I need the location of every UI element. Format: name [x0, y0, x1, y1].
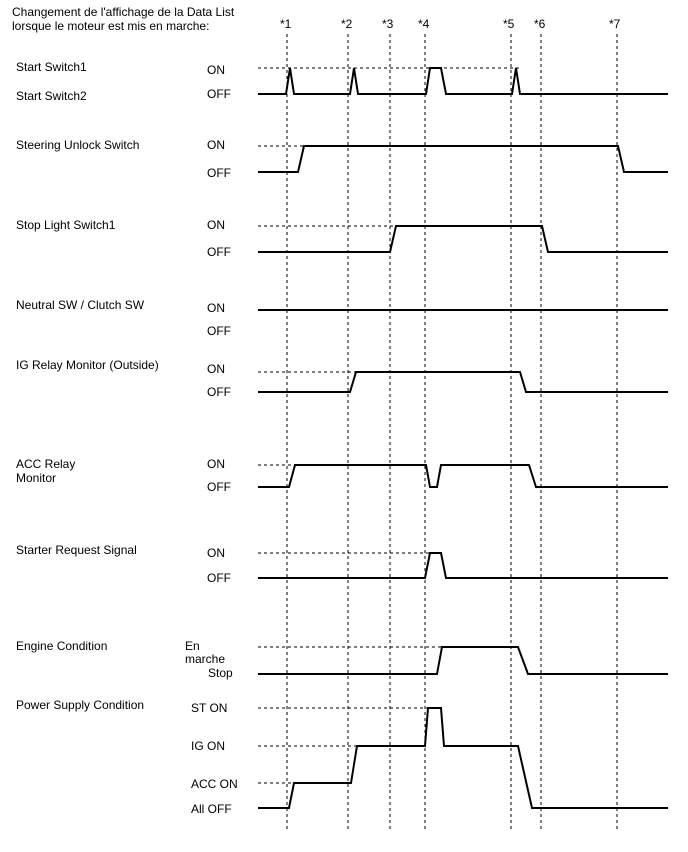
signal-name-start-switch2: Start Switch2 — [16, 89, 87, 103]
level-label-on: ON — [207, 546, 225, 560]
level-label-ig-on: IG ON — [191, 739, 226, 753]
signal-acc-relay — [16, 457, 668, 494]
signal-name-acc-relay-line2: Monitor — [16, 471, 57, 485]
ig-relay-waveform — [258, 372, 668, 392]
timing-markers — [280, 17, 621, 832]
signal-name-neutral: Neutral SW / Clutch SW — [16, 298, 145, 312]
level-label-on: ON — [207, 63, 225, 77]
signal-name-power-supply: Power Supply Condition — [16, 698, 145, 712]
signal-starter-request — [16, 543, 668, 585]
level-label-off: OFF — [207, 571, 231, 585]
power-supply-waveform — [258, 708, 668, 808]
engine-condition-waveform — [258, 647, 668, 674]
level-label-on: ON — [207, 218, 225, 232]
marker-2-label: *2 — [341, 17, 353, 31]
level-label-off: OFF — [207, 166, 231, 180]
marker-1-label: *1 — [280, 17, 292, 31]
signal-start-switch — [16, 60, 668, 103]
marker-5-label: *5 — [503, 17, 515, 31]
level-label-off: OFF — [207, 324, 231, 338]
marker-4-label: *4 — [418, 17, 430, 31]
marker-7-label: *7 — [609, 17, 621, 31]
signal-steering-unlock — [16, 138, 668, 180]
level-label-off: OFF — [207, 87, 231, 101]
level-label-all-off: All OFF — [191, 802, 232, 816]
level-label-on: ON — [207, 457, 225, 471]
signal-name-starter-request: Starter Request Signal — [16, 543, 137, 557]
stop-light-waveform — [258, 226, 668, 252]
header-title-line1: Changement de l'affichage de la Data List — [12, 5, 235, 19]
marker-6-label: *6 — [534, 17, 546, 31]
signal-power-supply — [16, 698, 668, 816]
signal-name-acc-relay-line1: ACC Relay — [16, 457, 76, 471]
level-label-on: ON — [207, 362, 225, 376]
marker-3-label: *3 — [382, 17, 394, 31]
signal-neutral — [16, 298, 668, 338]
start-switch-waveform — [258, 68, 668, 94]
level-label-st-on: ST ON — [191, 701, 228, 715]
level-label-off: OFF — [207, 245, 231, 259]
starter-request-waveform — [258, 553, 668, 578]
level-label-en-marche-line2: marche — [185, 652, 226, 666]
acc-relay-waveform — [258, 465, 668, 487]
signal-name-ig-relay: IG Relay Monitor (Outside) — [16, 358, 159, 372]
signal-stop-light — [16, 218, 668, 259]
level-label-on: ON — [207, 301, 225, 315]
header-title-line2: lorsque le moteur est mis en marche: — [12, 19, 210, 33]
signal-engine-condition — [16, 639, 668, 680]
steering-unlock-waveform — [258, 146, 668, 172]
signal-ig-relay — [16, 358, 668, 399]
signal-name-steering-unlock: Steering Unlock Switch — [16, 138, 140, 152]
level-label-en-marche-line1: En — [185, 639, 200, 653]
level-label-acc-on: ACC ON — [191, 777, 238, 791]
signal-name-start-switch1: Start Switch1 — [16, 60, 87, 74]
level-label-off: OFF — [207, 385, 231, 399]
level-label-stop: Stop — [208, 666, 233, 680]
signal-name-stop-light: Stop Light Switch1 — [16, 218, 116, 232]
level-label-on: ON — [207, 138, 225, 152]
level-label-off: OFF — [207, 480, 231, 494]
signal-name-engine-condition: Engine Condition — [16, 639, 108, 653]
